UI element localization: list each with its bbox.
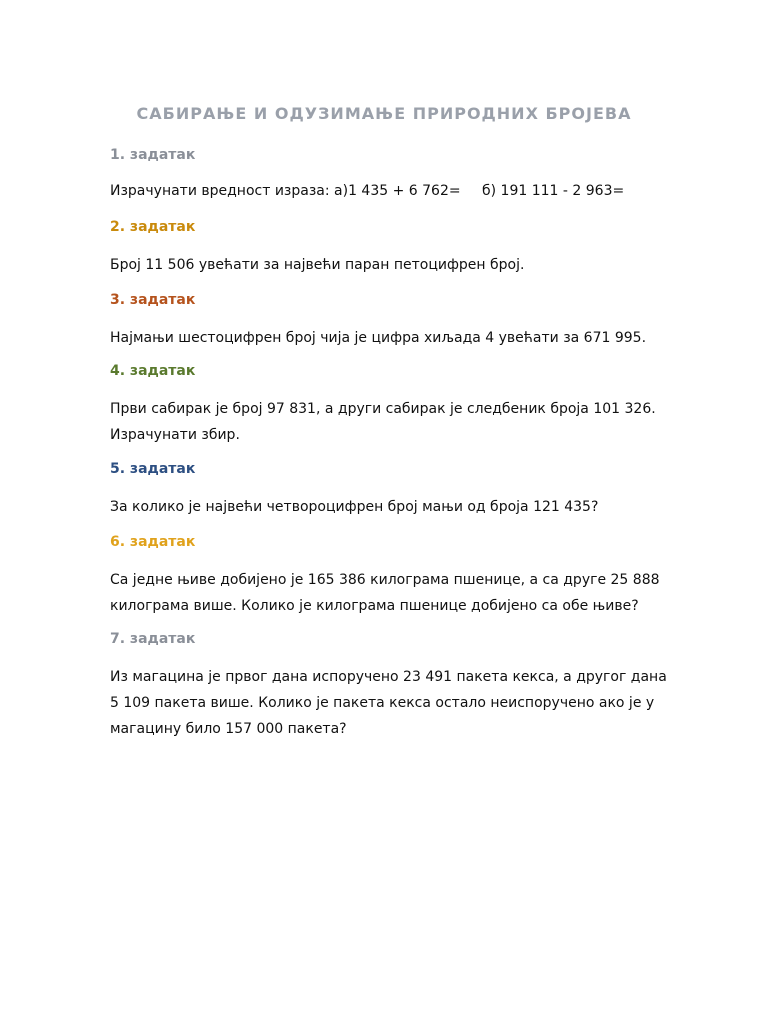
task-7-line-3: магацину било 157 000 пакета?	[110, 721, 347, 737]
task-1-text-b: б) 191 111 - 2 963=	[482, 183, 625, 199]
task-7	[110, 630, 670, 742]
page-title: САБИРАЊЕ И ОДУЗИМАЊЕ ПРИРОДНИХ БРОЈЕВА	[136, 104, 632, 123]
task-6	[110, 533, 670, 619]
task-6-line-1: Са једне њиве добијено је 165 386 килограма пшенице, а са друге 25 888	[110, 572, 660, 588]
task-1-text-a: Израчунати вредност израза: а)1 435 + 6 762=	[110, 183, 461, 199]
task-7-line-2: 5 109 пакета више. Колико је пакета кекса остало неиспоручено ако је у	[110, 695, 655, 711]
task-4-line-2: Израчунати збир.	[110, 427, 240, 443]
task-6-line-2: килограма више. Колико је килограма пшенице добијено са обе њиве?	[110, 598, 639, 614]
task-5-line-1: За колико је највећи четвороцифрен број мањи од броја 121 435?	[110, 499, 599, 515]
task-1	[110, 146, 670, 204]
task-6-heading: 6. задатак	[110, 534, 196, 550]
task-3-line-1: Најмањи шестоцифрен број чија је цифра хиљада 4 увећати за 671 995.	[110, 330, 647, 346]
task-3	[110, 291, 670, 351]
task-1-heading: 1. задатак	[110, 147, 196, 163]
task-2-heading: 2. задатак	[110, 219, 196, 235]
task-4	[110, 362, 670, 448]
task-4-line-1: Први сабирак је број 97 831, а други сабирак је следбеник броја 101 326.	[110, 401, 656, 417]
task-7-line-1: Из магацина је првог дана испоручено 23 491 пакета кекса, а другог дана	[110, 669, 667, 685]
task-5-heading: 5. задатак	[110, 461, 196, 477]
task-2-line-1: Број 11 506 увећати за највећи паран петоцифрен број.	[110, 257, 525, 273]
task-2	[110, 218, 670, 278]
task-4-heading: 4. задатак	[110, 363, 196, 379]
task-5	[110, 460, 670, 520]
task-3-heading: 3. задатак	[110, 292, 196, 308]
task-7-heading: 7. задатак	[110, 631, 196, 647]
